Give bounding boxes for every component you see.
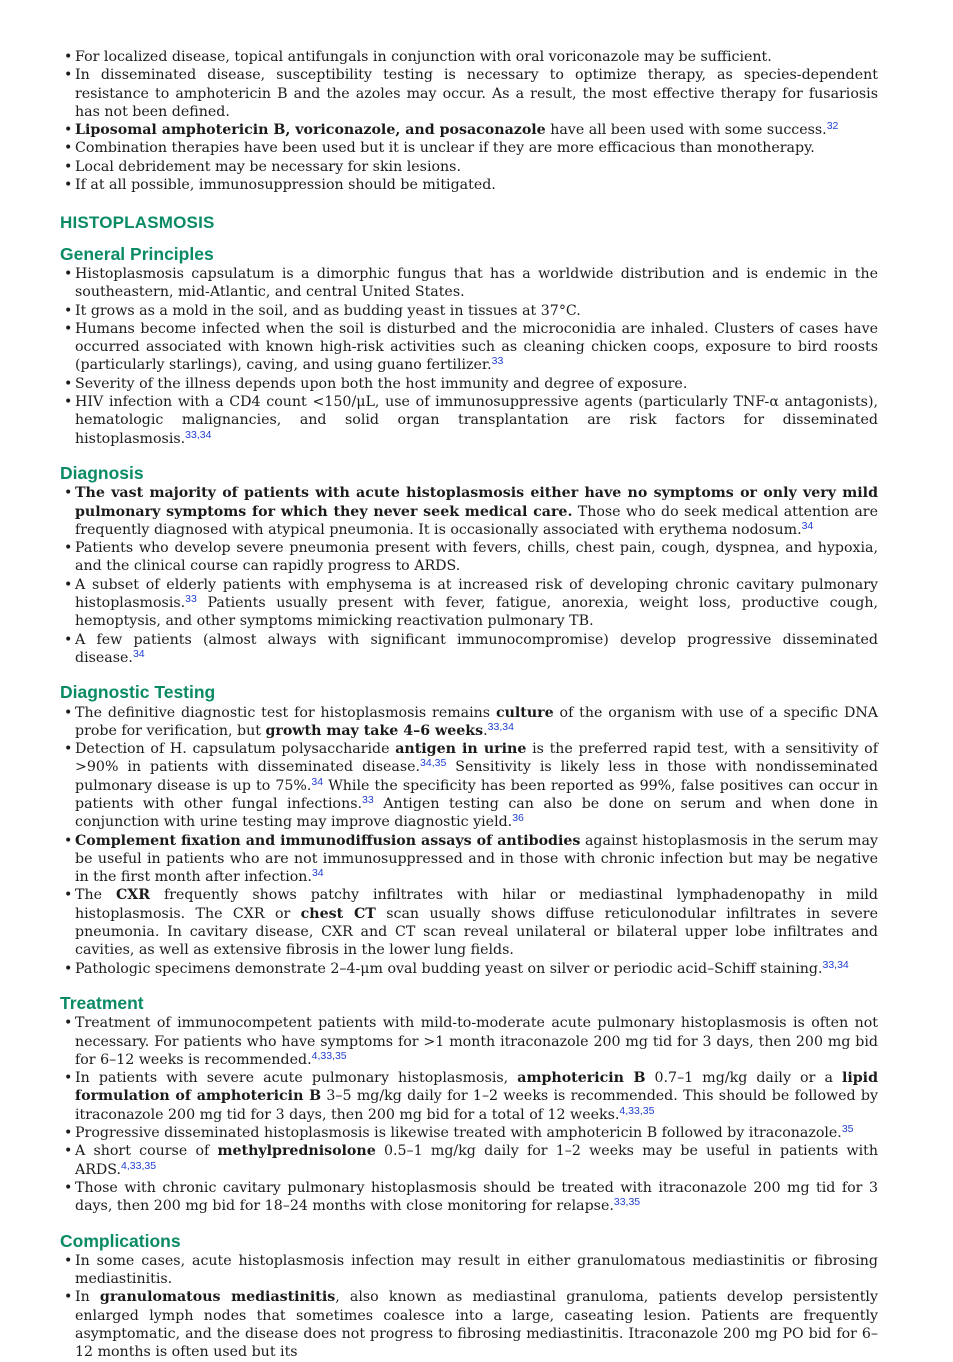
bullet-item <box>60 176 878 194</box>
text-run: The definitive diagnostic test for histoplasmosis remains <box>75 704 496 721</box>
bullet-item <box>60 158 878 176</box>
text-run: A short course of <box>75 1143 218 1160</box>
text-run: A subset of elderly patients with emphysema is at increased risk of developing chronic cavitary pulmonary histoplasmosis. <box>75 576 878 612</box>
section-heading: Diagnosis <box>60 462 144 483</box>
bullet-item <box>60 302 878 320</box>
text-run: In <box>75 1289 100 1306</box>
bullet-item <box>60 539 878 576</box>
reference-link[interactable]: 32 <box>826 120 839 133</box>
intro-bullet-list <box>60 48 878 194</box>
bullet-item <box>60 1288 878 1361</box>
text-run: scan usually shows diffuse reticulonodular infiltrates in severe pneumonia. In cavitary disease, CXR and CT scan reveal unilateral or bilateral upper lobe infiltrates and cavities, as well as extensive fibrosis in the lower lung fields. <box>75 905 878 959</box>
bold-text: culture <box>495 704 554 721</box>
bold-text: growth may take 4–6 weeks <box>265 722 484 739</box>
text-run: It grows as a mold in the soil, and as budding yeast in tissues at 37°C. <box>75 302 581 319</box>
bullet-item <box>60 960 878 978</box>
reference-link[interactable]: 33,34 <box>822 958 849 971</box>
main-heading: HISTOPLASMOSIS <box>60 213 215 233</box>
text-run: 0.7–1 mg/kg daily or a <box>645 1070 842 1087</box>
bold-text: The vast majority of patients with acute histoplasmosis either have no symptoms or only very mild pulmonary symptoms for which they never seek medical care. <box>75 485 878 520</box>
text-run: Sensitivity is likely less in those with nondisseminated pulmonary disease is up to 75%. <box>75 759 878 794</box>
section-bullet-list <box>60 1014 878 1215</box>
section-bullet-list <box>60 484 878 667</box>
text-run: against histoplasmosis in the serum may be useful in patients who are not immunosuppressed and in those with chronic infection but may be negative in the first month after infection. <box>75 832 878 886</box>
bullet-item <box>60 1179 878 1216</box>
bullet-item <box>60 375 878 393</box>
section-heading: Complications <box>60 1230 181 1251</box>
text-run: Patients usually present with fever, fatigue, anorexia, weight loss, productive cough, hemoptysis, and other symptoms mimicking reactivation pulmonary TB. <box>75 595 878 630</box>
text-run: In some cases, acute histoplasmosis infection may result in either granulomatous mediastinitis or fibrosing mediastinitis. <box>75 1252 878 1288</box>
bold-text: methylprednisolone <box>217 1143 376 1160</box>
text-run: of the organism with use of a specific DNA probe for verification, but <box>75 704 878 739</box>
reference-link[interactable]: 33 <box>362 793 374 806</box>
bullet-item <box>60 1142 878 1179</box>
text-run: . <box>483 722 488 739</box>
text-run: 3–5 mg/kg daily for 1–2 weeks is recommended. This should be followed by itraconazole 200 mg tid for 3 days, then 200 mg bid for a total of 12 weeks. <box>75 1088 878 1123</box>
bold-text: lipid formulation of amphotericin B <box>75 1070 878 1105</box>
reference-link[interactable]: 4,33,35 <box>121 1159 157 1172</box>
bold-text: Liposomal amphotericin B, voriconazole, and posaconazole <box>75 122 546 139</box>
text-run: If at all possible, immunosuppression should be mitigated. <box>75 177 496 194</box>
text-run: Severity of the illness depends upon both the host immunity and degree of exposure. <box>75 375 688 392</box>
text-run: 0.5–1 mg/kg daily for 1–2 weeks may be useful in patients with ARDS. <box>75 1143 878 1178</box>
text-run: Humans become infected when the soil is disturbed and the microconidia are inhaled. Clusters of cases have occurred associated with known high-risk activities such as cleaning chicken coops, exposure to bird roosts (particularly starlings), caving, and using guano fertilizer. <box>75 320 878 374</box>
reference-link[interactable]: 33,34 <box>487 720 514 733</box>
section-bullet-list <box>60 265 878 448</box>
text-run: In disseminated disease, susceptibility testing is necessary to optimize therapy, as species-dependent resistance to amphotericin B and the azoles may occur. As a result, the most effective therapy for fusariosis has not been defined. <box>75 67 878 120</box>
text-run: The <box>75 887 116 904</box>
reference-link[interactable]: 36 <box>512 812 524 825</box>
reference-link[interactable]: 35 <box>841 1123 854 1136</box>
text-run: Antigen testing can also be done on serum and when done in conjunction with urine testing may improve diagnostic yield. <box>75 795 878 831</box>
bold-text: antigen in urine <box>395 741 527 758</box>
reference-link[interactable]: 34 <box>311 775 324 788</box>
bullet-item <box>60 576 878 631</box>
bullet-item <box>60 1014 878 1069</box>
text-run: Histoplasmosis capsulatum is a dimorphic fungus that has a worldwide distribution and is endemic in the southeastern, mid-Atlantic, and central United States. <box>75 265 878 301</box>
reference-link[interactable]: 34,35 <box>420 757 447 770</box>
page-content <box>60 48 878 1362</box>
reference-link[interactable]: 34 <box>132 647 145 660</box>
bullet-item <box>60 832 878 887</box>
text-run: Detection of H. capsulatum polysaccharide <box>75 741 396 758</box>
text-run: In patients with severe acute pulmonary histoplasmosis, <box>75 1070 518 1087</box>
bullet-item <box>60 265 878 302</box>
bullet-item <box>60 704 878 741</box>
reference-link[interactable]: 4,33,35 <box>619 1104 655 1117</box>
bullet-item <box>60 631 878 668</box>
reference-link[interactable]: 33 <box>185 593 197 606</box>
bullet-item <box>60 121 878 139</box>
bold-text: granulomatous mediastinitis <box>99 1289 336 1306</box>
text-run: Pathologic specimens demonstrate 2–4-μm oval budding yeast on silver or periodic acid–Schiff staining. <box>75 960 823 977</box>
sections-container <box>60 245 878 1362</box>
text-run: Combination therapies have been used but it is unclear if they are more efficacious than monotherapy. <box>75 140 815 157</box>
bullet-item <box>60 484 878 539</box>
bullet-item <box>60 48 878 66</box>
text-run: Those who do seek medical attention are frequently diagnosed with atypical pneumonia. It is occasionally associated with erythema nodosum. <box>75 503 878 538</box>
bullet-item <box>60 66 878 121</box>
bullet-item <box>60 886 878 959</box>
bullet-item <box>60 1069 878 1124</box>
text-run: For localized disease, topical antifungals in conjunction with oral voriconazole may be sufficient. <box>75 49 772 65</box>
text-run: , also known as mediastinal granuloma, patients develop persistently enlarged lymph nodes that sometimes coalesce into a large, caseating lesion. Patients are frequently asymptomatic, and the disease does not progress to fibrosing mediastinitis. Itraconazole 200 mg PO bid for 6–12 months is often used but its <box>75 1289 878 1361</box>
bullet-item <box>60 393 878 448</box>
text-run: HIV infection with a CD4 count <150/μL, use of immunosuppressive agents (particularly TNF-α antagonists), hematologic malignancies, and solid organ transplantation are risk factors for disseminated histoplasmosis. <box>75 394 878 447</box>
section-heading: Treatment <box>60 992 144 1013</box>
reference-link[interactable]: 34 <box>801 519 814 532</box>
bullet-item <box>60 139 878 157</box>
reference-link[interactable]: 4,33,35 <box>311 1049 347 1062</box>
section-bullet-list <box>60 1252 878 1362</box>
bold-text: CXR <box>115 887 151 904</box>
section-heading: General Principles <box>60 243 214 264</box>
bold-text: amphotericin B <box>517 1070 646 1087</box>
reference-link[interactable]: 33,34 <box>185 428 212 441</box>
text-run: While the specificity has been reported as 99%, false positives can occur in patients with other fungal infections. <box>75 777 879 812</box>
bullet-item <box>60 740 878 831</box>
reference-link[interactable]: 33,35 <box>613 1196 641 1209</box>
section-bullet-list <box>60 704 878 978</box>
text-run: frequently shows patchy infiltrates with hilar or mediastinal lymphadenopathy in mild histoplasmosis. The CXR or <box>75 887 878 922</box>
text-run: Local debridement may be necessary for skin lesions. <box>75 158 461 175</box>
text-run: Progressive disseminated histoplasmosis is likewise treated with amphotericin B followed by itraconazole. <box>75 1125 842 1142</box>
bullet-item <box>60 1252 878 1289</box>
bold-text: Complement fixation and immunodiffusion assays of antibodies <box>75 832 581 849</box>
bullet-item <box>60 1124 878 1142</box>
bullet-item <box>60 320 878 375</box>
text-run: Treatment of immunocompetent patients with mild-to-moderate acute pulmonary histoplasmosis is often not necessary. For patients who have symptoms for >1 month itraconazole 200 mg tid for 3 days, then 200 mg bid for 6–12 weeks is recommended. <box>75 1015 878 1068</box>
text-run: have all been used with some success. <box>545 122 827 139</box>
section-heading: Diagnostic Testing <box>60 682 216 703</box>
reference-link[interactable]: 34 <box>311 867 324 880</box>
text-run: Those with chronic cavitary pulmonary histoplasmosis should be treated with itraconazole 200 mg tid for 3 days, then 200 mg bid for 18–24 months with close monitoring for relapse. <box>75 1179 878 1215</box>
text-run: A few patients (almost always with significant immunocompromise) develop progressive disseminated disease. <box>75 631 878 666</box>
bold-text: chest CT <box>300 905 376 922</box>
text-run: is the preferred rapid test, with a sensitivity of >90% in patients with disseminated disease. <box>75 741 878 776</box>
text-run: Patients who develop severe pneumonia present with fevers, chills, chest pain, cough, dyspnea, and hypoxia, and the clinical course can rapidly progress to ARDS. <box>75 540 878 575</box>
reference-link[interactable]: 33 <box>491 355 504 368</box>
